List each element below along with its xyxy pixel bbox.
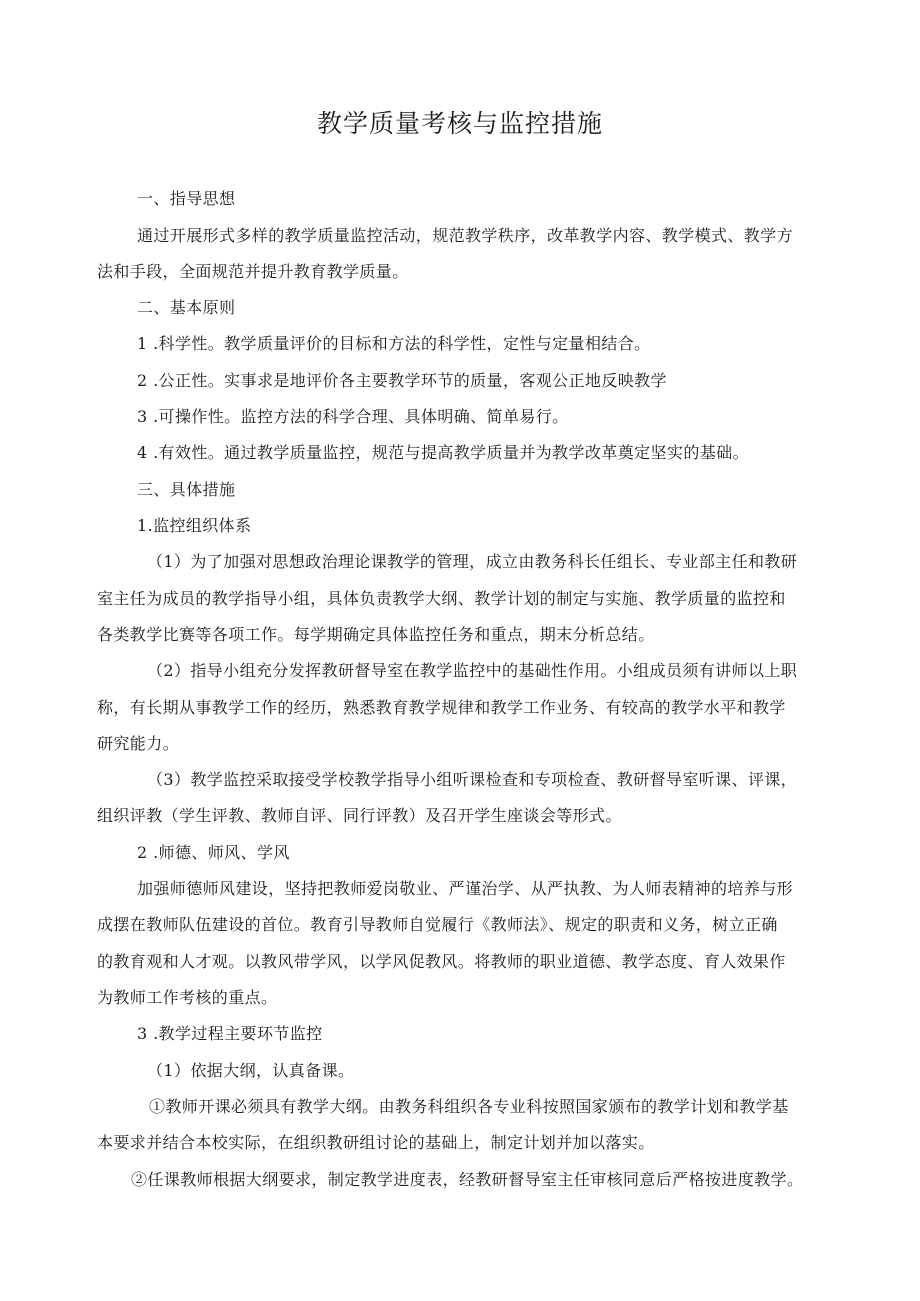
principle-item: 3 .可操作性。监控方法的科学合理、具体明确、简单易行。 [137,407,569,426]
section-heading-guiding-thought: 一、指导思想 [137,189,236,208]
subitem-heading: （1）依据大纲，认真备课。 [147,1061,355,1080]
principle-item: 2 .公正性。实事求是地评价各主要教学环节的质量，客观公正地反映教学 [137,371,667,390]
paragraph-line: 称，有长期从事教学工作的经历，熟悉教育教学规律和教学工作业务、有较高的教学水平和教学 [97,698,786,717]
subsection-heading: 1.监控组织体系 [137,516,252,535]
paragraph-line: 各类教学比赛等各项工作。每学期确定具体监控任务和重点，期末分析总结。 [97,625,655,644]
subsection-heading: 2 .师德、师风、学风 [137,843,290,862]
principle-item: 1 .科学性。教学质量评价的目标和方法的科学性，定性与定量相结合。 [137,334,651,353]
paragraph-line: （2）指导小组充分发挥教研督导室在教学监控中的基础性作用。小组成员须有讲师以上职 [147,661,798,680]
paragraph-line: （1）为了加强对思想政治理论课教学的管理，成立由教务科长任组长、专业部主任和教研 [147,552,798,571]
paragraph-line: 室主任为成员的教学指导小组，具体负责教学大纲、教学计划的制定与实施、教学质量的监控和 [97,589,786,608]
paragraph-line: 成摆在教师队伍建设的首位。教育引导教师自觉履行《教师法》、规定的职责和义务，树立正确 [97,915,778,934]
paragraph-line: 通过开展形式多样的教学质量监控活动，规范教学秩序，改革教学内容、教学模式、教学方 [137,226,794,245]
principle-item: 4 .有效性。通过教学质量监控，规范与提高教学质量并为教学改革奠定坚实的基础。 [137,443,749,462]
paragraph-line: 组织评教（学生评教、教师自评、同行评教）及召开学生座谈会等形式。 [97,806,622,825]
paragraph-line: 加强师德师风建设，坚持把教师爱岗敬业、严谨治学、从严执教、为人师表精神的培养与形 [137,879,794,898]
paragraph-line: 法和手段，全面规范并提升教育教学质量。 [97,262,409,281]
paragraph-line: （3）教学监控采取接受学校教学指导小组听课检查和专项检查、教研督导室听课、评课， [147,770,798,789]
paragraph-line: 研究能力。 [97,734,180,753]
paragraph-line: ①教师开课必须具有教学大纲。由教务科组织各专业科按照国家颁布的教学计划和教学基 [149,1097,789,1116]
subsection-heading: 3 .教学过程主要环节监控 [137,1024,323,1043]
paragraph-line: ②任课教师根据大纲要求，制定教学进度表，经教研督导室主任审核同意后严格按进度教学。 [131,1170,804,1189]
section-heading-basic-principles: 二、基本原则 [137,298,236,317]
paragraph-line: 本要求并结合本校实际，在组织教研组讨论的基础上，制定计划并加以落实。 [97,1133,655,1152]
paragraph-line: 为教师工作考核的重点。 [97,988,278,1007]
page-title: 教学质量考核与监控措施 [316,109,603,138]
paragraph-line: 的教育观和人才观。以教风带学风，以学风促教风。将教师的职业道德、教学态度、育人效果作 [97,952,786,971]
section-heading-specific-measures: 三、具体措施 [137,480,236,499]
